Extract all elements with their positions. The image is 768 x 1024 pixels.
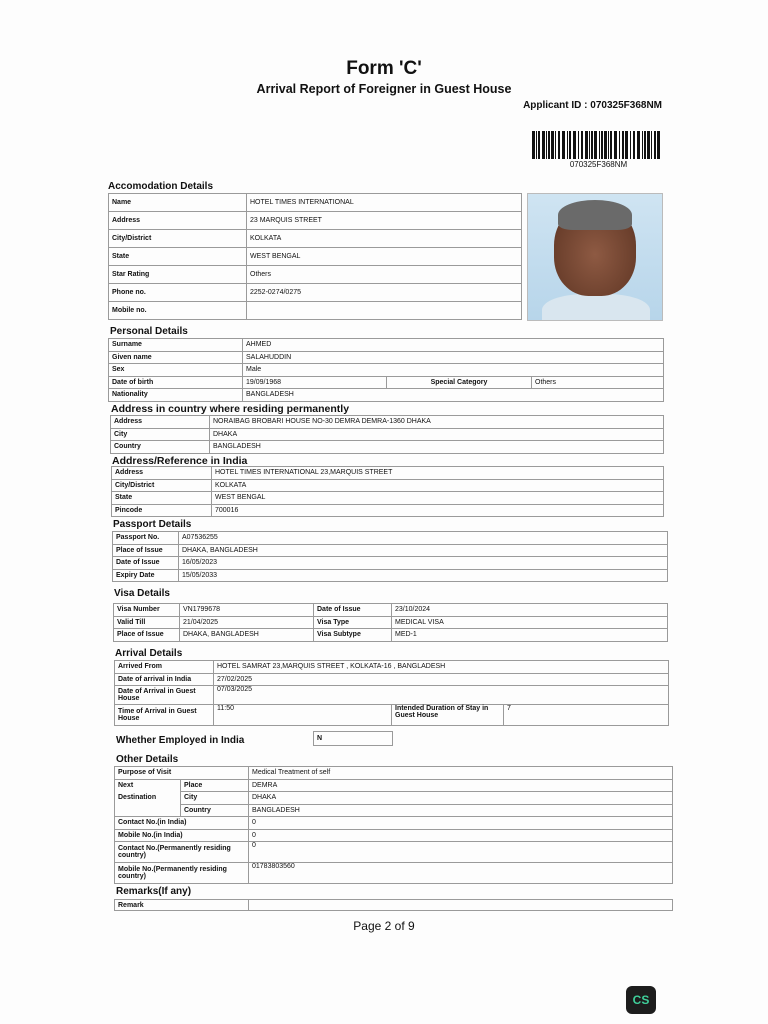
personal-value: BANGLADESH (243, 389, 664, 402)
arrival-value: 27/02/2025 (214, 673, 669, 686)
india-value: WEST BENGAL (212, 492, 664, 505)
barcode-bar (573, 131, 576, 159)
passport-label: Passport No. (113, 532, 179, 545)
barcode-bar (555, 131, 556, 159)
arrival-label: Intended Duration of Stay in Guest House (392, 705, 504, 726)
acc-value: WEST BENGAL (247, 248, 522, 266)
other-value: 01783803560 (249, 863, 673, 884)
passport-heading: Passport Details (113, 519, 192, 530)
visa-value: 23/10/2024 (392, 604, 668, 617)
personal-label: Surname (109, 339, 243, 352)
personal-value: 19/09/1968 (243, 376, 387, 389)
passport-label: Expiry Date (113, 569, 179, 582)
barcode-bar (651, 131, 652, 159)
visa-label: Visa Type (314, 616, 392, 629)
other-label: Mobile No.(Permanently residing country) (115, 863, 249, 884)
remarks-value (249, 900, 673, 911)
barcode-bar (642, 131, 643, 159)
passport-value: DHAKA, BANGLADESH (179, 544, 668, 557)
other-label: Contact No.(in India) (115, 817, 249, 830)
visa-label: Valid Till (114, 616, 180, 629)
barcode-bar (657, 131, 660, 159)
barcode-bar (536, 131, 537, 159)
barcode-bar (589, 131, 590, 159)
other-value: 0 (249, 842, 673, 863)
barcode-bar (630, 131, 631, 159)
barcode (532, 131, 665, 159)
acc-label: Name (109, 194, 247, 212)
barcode-bar (594, 131, 597, 159)
passport-label: Date of Issue (113, 557, 179, 570)
personal-value: Others (532, 376, 664, 389)
acc-value: 2252-0274/0275 (247, 284, 522, 302)
barcode-bar (654, 131, 656, 159)
other-label: Place (181, 779, 249, 792)
barcode-bar (546, 131, 547, 159)
other-value: 0 (249, 817, 673, 830)
personal-value: Male (243, 364, 664, 377)
accommodation-heading: Accomodation Details (108, 181, 214, 192)
acc-label: Star Rating (109, 266, 247, 284)
personal-label: Nationality (109, 389, 243, 402)
passport-value: 16/05/2023 (179, 557, 668, 570)
arrival-value: 7 (504, 705, 669, 726)
form-title: Form 'C' (346, 58, 422, 79)
arrival-label: Date of arrival in India (115, 673, 214, 686)
visa-label: Place of Issue (114, 629, 180, 642)
other-label: Contact No.(Permanently residing country) (115, 842, 249, 863)
visa-label: Date of Issue (314, 604, 392, 617)
barcode-bar (610, 131, 612, 159)
barcode-bar (581, 131, 583, 159)
passport-value: A07536255 (179, 532, 668, 545)
personal-table (108, 338, 664, 402)
acc-value: KOLKATA (247, 230, 522, 248)
arrival-label: Date of Arrival in Guest House (115, 686, 214, 705)
employed-label: Whether Employed in India (116, 735, 245, 746)
barcode-bar (604, 131, 607, 159)
arrival-value: HOTEL SAMRAT 23,MARQUIS STREET , KOLKATA-16 , BANGLADESH (214, 661, 669, 674)
visa-heading: Visa Details (114, 588, 170, 599)
barcode-bar (562, 131, 565, 159)
other-value: Medical Treatment of self (249, 767, 673, 780)
remarks-label: Remark (115, 900, 249, 911)
personal-label: Special Category (387, 376, 532, 389)
acc-label: State (109, 248, 247, 266)
employed-value: N (314, 732, 393, 746)
arrival-heading: Arrival Details (115, 648, 183, 659)
other-label: Purpose of Visit (115, 767, 249, 780)
acc-value: 23 MARQUIS STREET (247, 212, 522, 230)
barcode-bar (601, 131, 603, 159)
perm-value: BANGLADESH (210, 441, 664, 454)
barcode-bar (599, 131, 600, 159)
perm-address-table (110, 415, 664, 454)
india-value: 700016 (212, 504, 664, 517)
barcode-bar (542, 131, 545, 159)
india-label: City/District (112, 479, 212, 492)
barcode-bar (625, 131, 628, 159)
personal-value: SALAHUDDIN (243, 351, 664, 364)
barcode-bar (532, 131, 535, 159)
remarks-heading: Remarks(If any) (116, 886, 192, 897)
perm-address-heading: Address in country where residing permanently (111, 403, 350, 415)
arrival-value: 11:50 (214, 705, 392, 726)
arrival-label: Time of Arrival in Guest House (115, 705, 214, 726)
page-number: Page 2 of 9 (353, 919, 415, 933)
acc-label: City/District (109, 230, 247, 248)
india-address-heading: Address/Reference in India (112, 455, 248, 467)
applicant-photo (527, 193, 663, 321)
personal-label: Sex (109, 364, 243, 377)
acc-label: Address (109, 212, 247, 230)
india-label: Address (112, 467, 212, 480)
acc-label: Mobile no. (109, 302, 247, 320)
perm-label: City (111, 428, 210, 441)
other-label: Country (181, 804, 249, 817)
barcode-bar (551, 131, 554, 159)
form-subtitle: Arrival Report of Foreigner in Guest House (256, 82, 512, 96)
barcode-bar (558, 131, 560, 159)
other-label: Mobile No.(in India) (115, 829, 249, 842)
passport-table (112, 531, 668, 582)
other-value: DHAKA (249, 792, 673, 805)
passport-value: 15/05/2033 (179, 569, 668, 582)
other-empty-cell (115, 804, 181, 817)
visa-value: VN1799678 (180, 604, 314, 617)
personal-value: AHMED (243, 339, 664, 352)
acc-value (247, 302, 522, 320)
employed-table (313, 731, 393, 746)
barcode-bar (644, 131, 646, 159)
acc-label: Phone no. (109, 284, 247, 302)
other-value: DEMRA (249, 779, 673, 792)
perm-value: NORAIBAG BROBARI HOUSE NO-30 DEMRA DEMRA-1360 DHAKA (210, 416, 664, 429)
barcode-bar (548, 131, 550, 159)
india-address-table (111, 466, 664, 517)
other-value: BANGLADESH (249, 804, 673, 817)
visa-value: 21/04/2025 (180, 616, 314, 629)
barcode-bar (569, 131, 571, 159)
personal-label: Date of birth (109, 376, 243, 389)
applicant-id: Applicant ID : 070325F368NM (523, 100, 662, 111)
other-value: 0 (249, 829, 673, 842)
visa-value: MEDICAL VISA (392, 616, 668, 629)
india-label: State (112, 492, 212, 505)
visa-table (113, 603, 668, 642)
india-label: Pincode (112, 504, 212, 517)
accommodation-table (108, 193, 522, 320)
barcode-bar (538, 131, 540, 159)
other-heading: Other Details (116, 754, 179, 765)
perm-value: DHAKA (210, 428, 664, 441)
arrival-value: 07/03/2025 (214, 686, 669, 705)
india-value: KOLKATA (212, 479, 664, 492)
visa-value: DHAKA, BANGLADESH (180, 629, 314, 642)
barcode-text: 070325F368NM (569, 160, 628, 169)
other-label: Next (115, 779, 181, 792)
personal-label: Given name (109, 351, 243, 364)
barcode-bar (647, 131, 650, 159)
barcode-bar (578, 131, 579, 159)
visa-label: Visa Subtype (314, 629, 392, 642)
barcode-bar (591, 131, 593, 159)
perm-label: Address (111, 416, 210, 429)
barcode-bar (622, 131, 624, 159)
visa-label: Visa Number (114, 604, 180, 617)
barcode-bar (637, 131, 640, 159)
barcode-bar (619, 131, 620, 159)
barcode-bar (608, 131, 609, 159)
personal-heading: Personal Details (110, 326, 188, 337)
india-value: HOTEL TIMES INTERNATIONAL 23,MARQUIS STREET (212, 467, 664, 480)
other-label: Destination (115, 792, 181, 805)
barcode-bar (614, 131, 617, 159)
barcode-bar (585, 131, 588, 159)
barcode-bar (567, 131, 568, 159)
barcode-bar (633, 131, 635, 159)
camscanner-logo-icon: CS (626, 986, 656, 1014)
other-label: City (181, 792, 249, 805)
other-table (114, 766, 673, 884)
arrival-label: Arrived From (115, 661, 214, 674)
perm-label: Country (111, 441, 210, 454)
acc-value: Others (247, 266, 522, 284)
remarks-table (114, 899, 673, 911)
passport-label: Place of Issue (113, 544, 179, 557)
arrival-table (114, 660, 669, 726)
visa-value: MED-1 (392, 629, 668, 642)
acc-value: HOTEL TIMES INTERNATIONAL (247, 194, 522, 212)
